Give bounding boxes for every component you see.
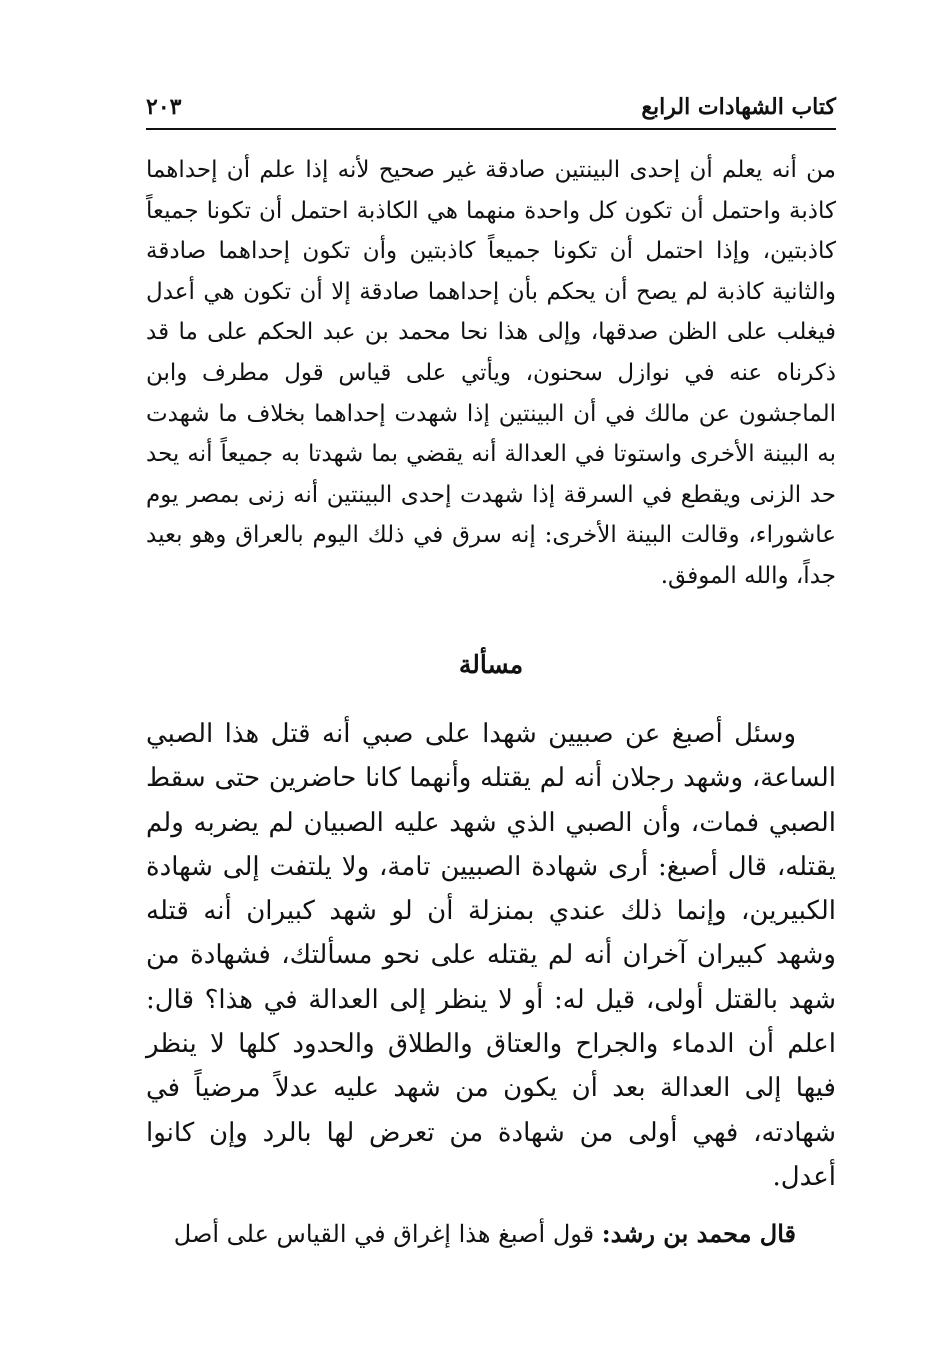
body-paragraph-3 xyxy=(146,1212,836,1256)
body-paragraph-2: وسئل أصبغ عن صبيين شهدا على صبي أنه قتل هذا الصبي الساعة، وشهد رجلان أنه لم يقتله وأنهما كانا حاضرين حتى سقط الصبي فمات، وأن الصبي الذي شهد عليه الصبيان لم يضربه ولم يقتله، قال أصبغ: أرى شهادة الصبيين تامة، ولا يلتفت إلى شهادة الكبيرين، وإنما ذلك عندي بمنزلة أن لو شهد كبيران أنه قتله وشهد كبيران آخران أنه لم يقتله على نحو مسألتك، فشهادة من شهد بالقتل أولى، قيل له: أو لا ينظر إلى العدالة في هذا؟ قال: اعلم أن الدماء والجراح والعتاق والطلاق والحدود كلها لا ينظر فيها إلى العدالة بعد أن يكون من شهد عليه عدلاً مرضياً في شهادته، فهي أولى من شهادة من تعرض لها بالرد وإن كانوا أعدل. xyxy=(146,719,836,1192)
paragraph-3-text: قول أصبغ هذا إغراق في القياس على أصل xyxy=(173,1220,602,1248)
running-title: كتاب الشهادات الرابع xyxy=(641,94,836,120)
page-number: ٢٠٣ xyxy=(146,94,182,120)
speaker-attribution: قال محمد بن رشد: xyxy=(601,1219,796,1248)
body-paragraph-1: من أنه يعلم أن إحدى البينتين صادقة غير صحيح لأنه إذا علم أن إحداهما كاذبة واحتمل أن تكون كل واحدة منهما هي الكاذبة احتمل أن تكونا جميعاً كاذبتين، وإذا احتمل أن تكونا جميعاً كاذبتين وأن تكون إحداهما صادقة والثانية كاذبة لم يصح أن يحكم بأن إحداهما صادقة إلا أن تكون هي أعدل فيغلب على الظن صدقها، وإلى هذا نحا محمد بن عبد الحكم على ما قد ذكرناه عنه في نوازل سحنون، ويأتي على قياس قول مطرف وابن الماجشون عن مالك في أن البينتين إذا شهدت إحداهما بخلاف ما شهدت به البينة الأخرى واستوتا في العدالة أنه يقضي بما شهدتا به جميعاً أنه يحد حد الزنى ويقطع في السرقة إذا شهدت إحدى البينتين أنه زنى بمصر يوم عاشوراء، وقالت البينة الأخرى: إنه سرق في ذلك اليوم بالعراق وهو بعيد جداً، والله الموفق. xyxy=(146,157,836,589)
section-heading: مسألة xyxy=(458,650,524,679)
page-header xyxy=(146,88,836,130)
